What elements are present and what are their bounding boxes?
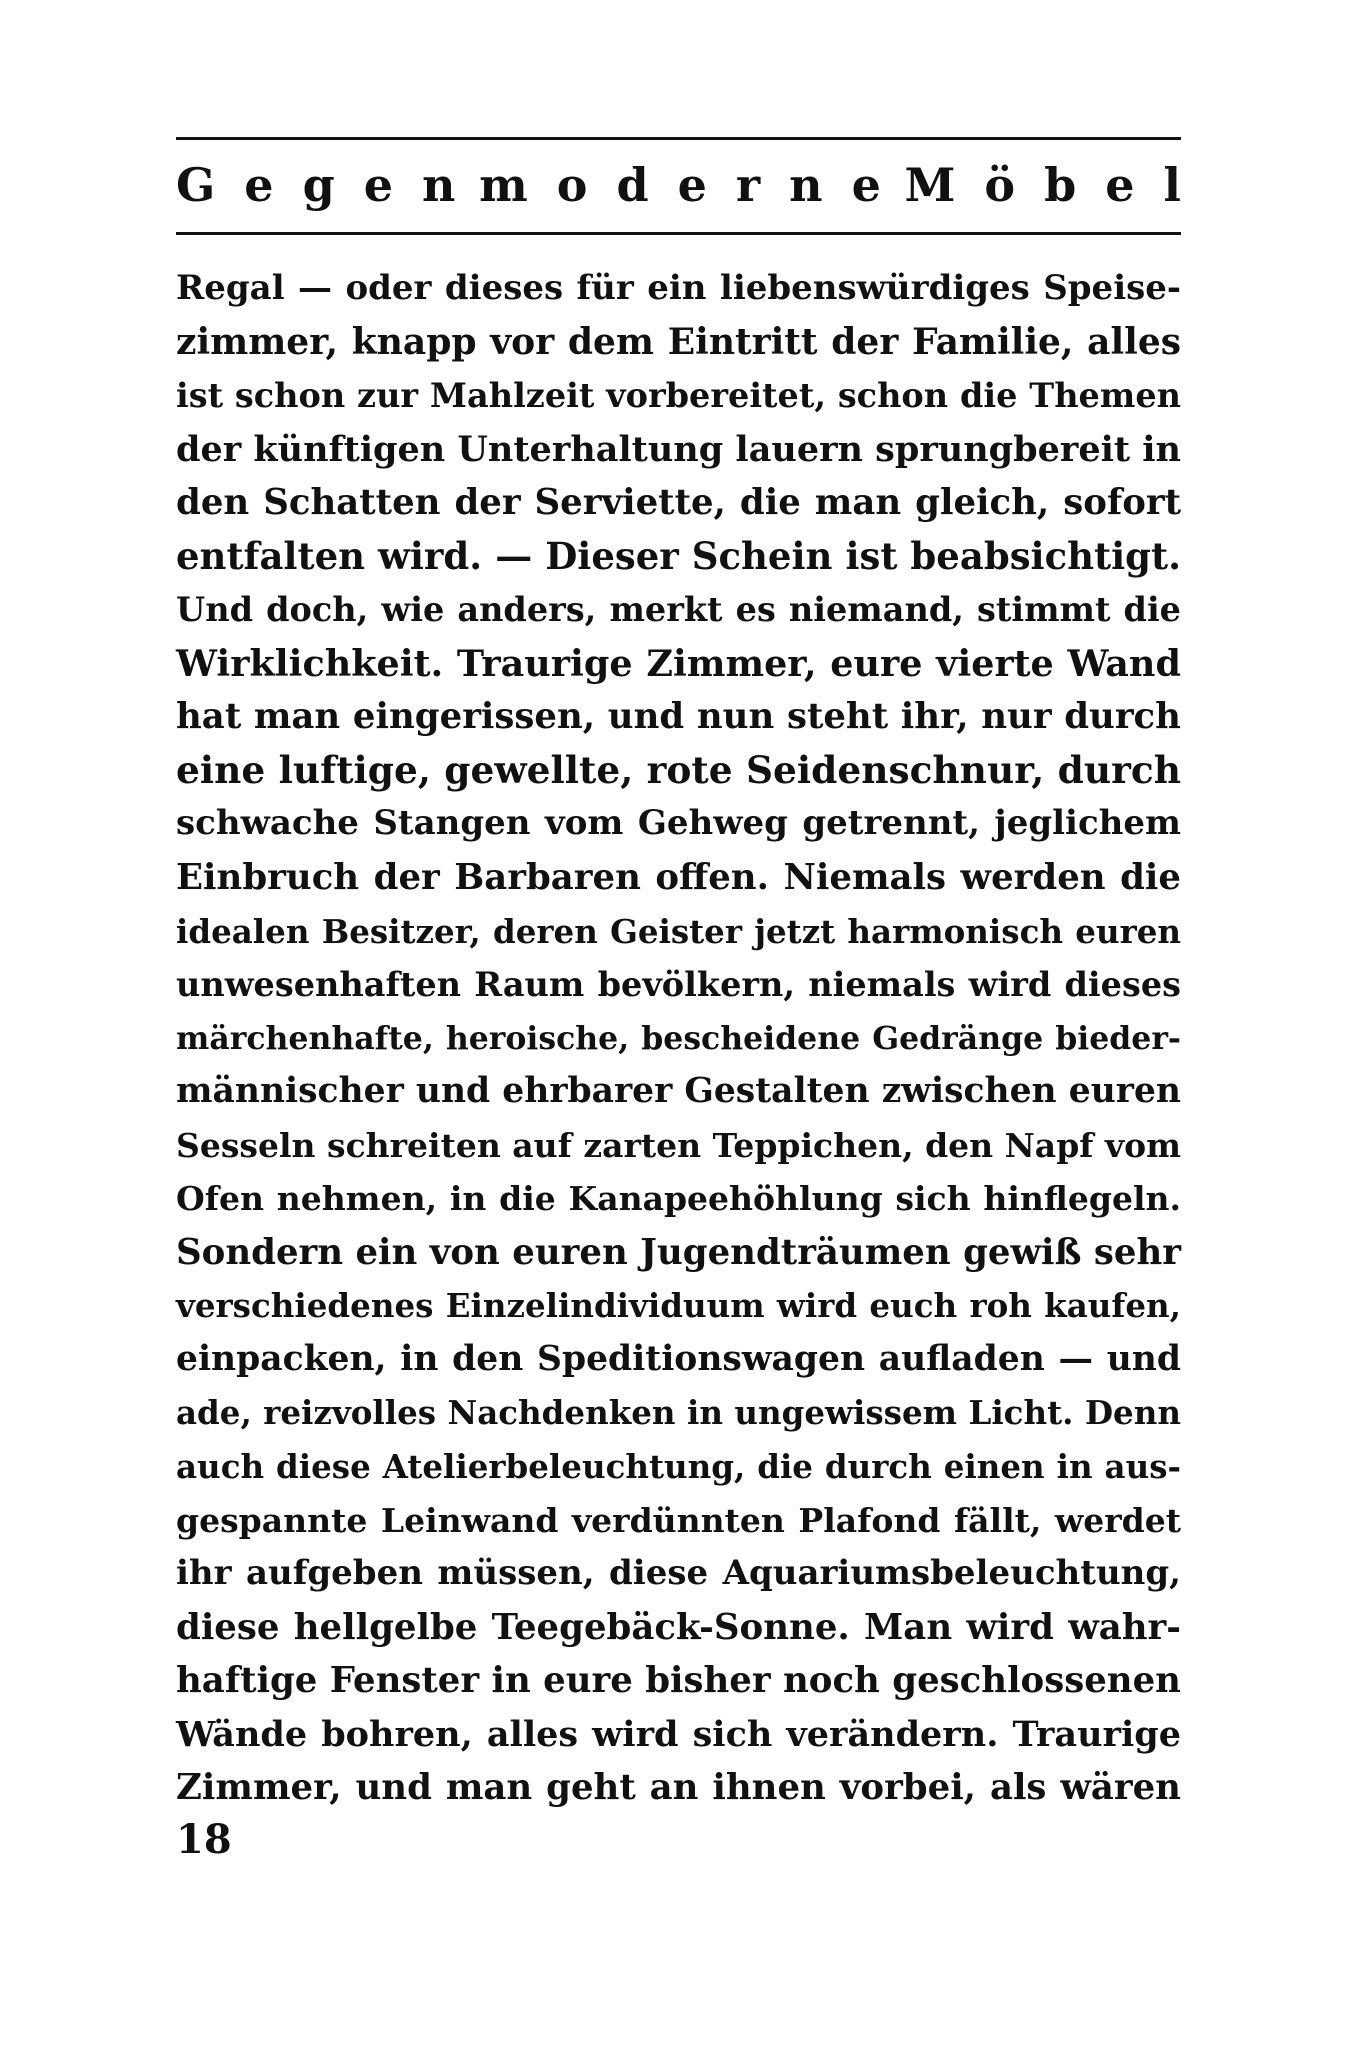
text-line: zimmer, knapp vor dem Eintritt der Familie, alles bbox=[176, 320, 1181, 363]
running-head-letter: g bbox=[302, 158, 335, 212]
text-line: schwache Stangen vom Gehweg getrennt, jeglichem bbox=[176, 803, 1181, 844]
running-head-letter: e bbox=[244, 158, 274, 212]
text-line: haftige Fenster in eure bisher noch geschlossenen bbox=[176, 1660, 1181, 1702]
running-head-letter: G bbox=[176, 158, 216, 212]
text-line: der künftigen Unterhaltung lauern sprungbereit in bbox=[176, 428, 1181, 470]
running-head-letter: l bbox=[1163, 158, 1181, 212]
running-head-letter: n bbox=[789, 158, 823, 212]
running-head-letter: M bbox=[904, 158, 956, 212]
running-head-letter: e bbox=[677, 158, 707, 212]
header-rule-bottom bbox=[176, 232, 1181, 235]
running-head bbox=[176, 150, 1181, 220]
text-line: märchenhafte, heroische, bescheidene Gedränge bieder- bbox=[176, 1019, 1181, 1057]
text-line: Und doch, wie anders, merkt es niemand, stimmt die bbox=[176, 590, 1181, 630]
text-line: ihr aufgeben müssen, diese Aquariumsbeleuchtung, bbox=[176, 1553, 1181, 1594]
running-head-letter: n bbox=[422, 158, 456, 212]
running-head-letter: e bbox=[1105, 158, 1135, 212]
running-head-word-2 bbox=[479, 158, 881, 212]
running-head-letter: m bbox=[479, 158, 528, 212]
text-line: Ofen nehmen, in die Kanapeehöhlung sich hinflegeln. bbox=[176, 1179, 1181, 1219]
text-line: Sondern ein von euren Jugendträumen gewiß sehr bbox=[176, 1231, 1181, 1273]
text-line: Wirklichkeit. Traurige Zimmer, eure vierte Wand bbox=[176, 641, 1181, 685]
running-head-letter: e bbox=[363, 158, 394, 212]
running-head-letter: r bbox=[735, 158, 761, 212]
text-line: idealen Besitzer, deren Geister jetzt harmonisch euren bbox=[176, 911, 1181, 951]
running-head-word-3 bbox=[904, 158, 1181, 212]
running-head-letter: o bbox=[556, 158, 588, 212]
text-line: ade, reizvolles Nachdenken in ungewissem Licht. Denn bbox=[176, 1393, 1181, 1433]
text-line: den Schatten der Serviette, die man gleich, sofort bbox=[176, 482, 1181, 524]
text-line: männischer und ehrbarer Gestalten zwischen euren bbox=[176, 1071, 1181, 1112]
text-line: auch diese Atelierbeleuchtung, die durch einen in aus- bbox=[176, 1447, 1181, 1487]
text-line: entfalten wird. — Dieser Schein ist beabsichtigt. bbox=[176, 533, 1181, 578]
running-head-letter: d bbox=[616, 158, 649, 212]
text-line: verschiedenes Einzelindividuum wird euch roh kaufen, bbox=[176, 1286, 1181, 1326]
body-text bbox=[176, 262, 1181, 1815]
text-line: Regal — oder dieses für ein liebenswürdiges Speise- bbox=[176, 268, 1181, 308]
running-head-word-1 bbox=[176, 158, 456, 212]
text-line: Sesseln schreiten auf zarten Teppichen, den Napf vom bbox=[176, 1125, 1182, 1165]
header-rule-top bbox=[176, 137, 1181, 140]
page-number: 18 bbox=[176, 1816, 232, 1863]
text-line: gespannte Leinwand verdünnten Plafond fällt, werdet bbox=[176, 1500, 1181, 1540]
running-head-letter: b bbox=[1044, 158, 1077, 212]
running-head-letter: ö bbox=[984, 158, 1016, 212]
text-line: einpacken, in den Speditionswagen aufladen — und bbox=[176, 1338, 1181, 1379]
text-line: Einbruch der Barbaren offen. Niemals werden die bbox=[176, 857, 1181, 899]
running-head-letter: e bbox=[851, 158, 881, 212]
text-line: eine luftige, gewellte, rote Seidenschnur, durch bbox=[176, 747, 1181, 792]
text-line: diese hellgelbe Teegebäck-Sonne. Man wird wahr- bbox=[176, 1606, 1181, 1648]
text-line: ist schon zur Mahlzeit vorbereitet, schon die Themen bbox=[176, 376, 1181, 416]
text-line: Zimmer, und man geht an ihnen vorbei, als wären bbox=[176, 1767, 1181, 1809]
text-line: hat man eingerissen, und nun steht ihr, nur durch bbox=[176, 696, 1181, 738]
text-line: Wände bohren, alles wird sich verändern. Traurige bbox=[176, 1713, 1181, 1755]
text-line: unwesenhaften Raum bevölkern, niemals wird dieses bbox=[176, 965, 1181, 1005]
